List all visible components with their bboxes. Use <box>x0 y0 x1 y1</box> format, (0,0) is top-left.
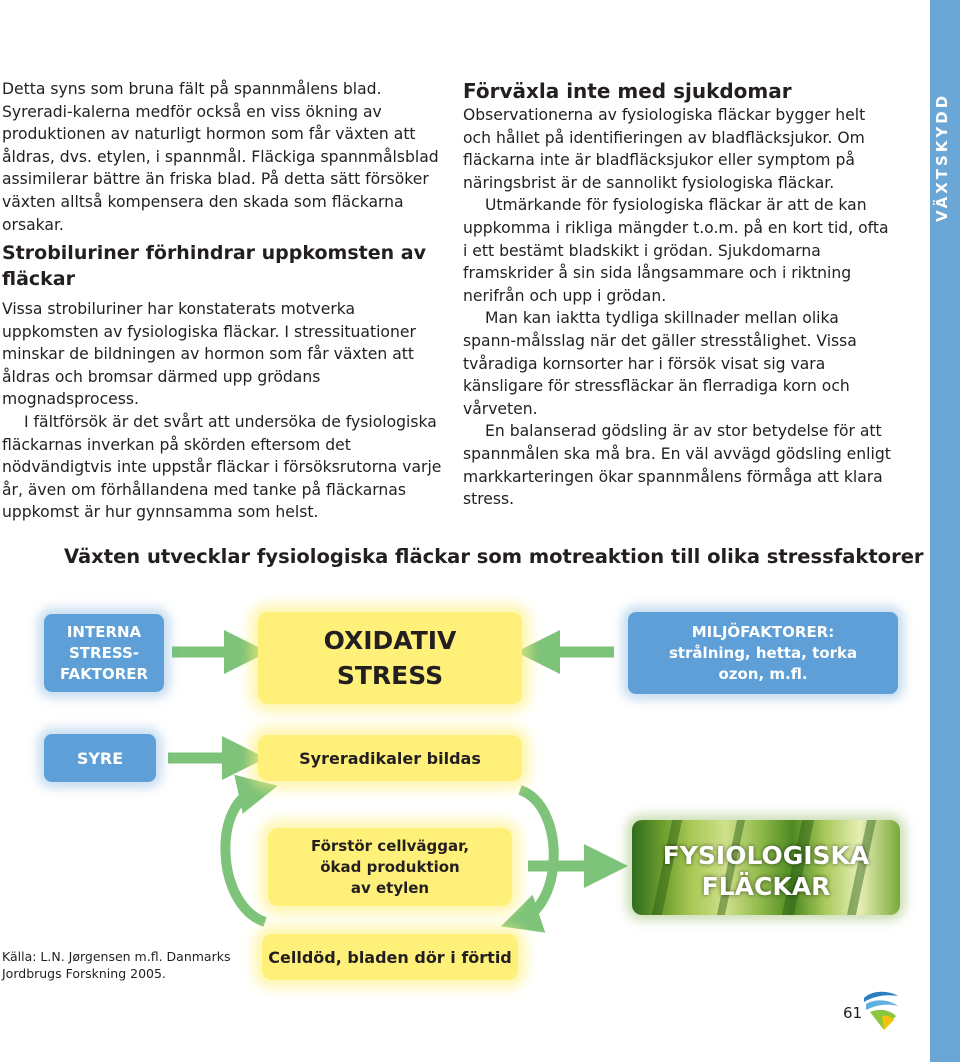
right-paragraph-3: Man kan iaktta tydliga skillnader mellan olika spann-målsslag när det gäller stresstålighet. Vissa tvåradiga kornsorter har i försök visat sig vara känsligare för stressfläckar än flerradiga korn och vårveten. <box>463 309 857 418</box>
page-number: 61 <box>843 1004 863 1022</box>
oxygen-box <box>44 734 156 782</box>
internal-line-2: STRESS- <box>69 643 139 662</box>
intro-paragraph: Detta syns som bruna fält på spannmålens blad. Syreradi-kalerna medför också en viss ökning av produktionen av naturligt hormon som får växten att åldras, dvs. etylen, i spannmål. Fläckiga spannmålsblad assimilerar bättre än friska blad. På detta sätt försöker växten alltså kompensera den skada som fläckarna orsakar. <box>2 80 439 234</box>
physiological-spots-label <box>632 840 900 902</box>
env-line-2: strålning, hetta, torka <box>668 643 858 662</box>
right-paragraph-2: Utmärkande för fysiologiska fläckar är att de kan uppkomma i rikliga mängder t.o.m. på en kort tid, ofta i ett bestämt bladskikt i grödan. Sjukdomarna framskrider å sin sida långsammare och i riktning nerifrån och upp i grödan. <box>463 196 889 305</box>
radicals-box <box>258 735 522 781</box>
right-section-heading: Förväxla inte med sjukdomar <box>463 79 792 103</box>
sidebar-label: VÄXTSKYDD <box>933 92 951 222</box>
cellwall-line-3: av etylen <box>350 878 430 897</box>
env-line-1: MILJÖFAKTORER: <box>691 622 835 641</box>
cellwall-line-2: ökad produktion <box>320 857 460 876</box>
celldeath-label: Celldöd, bladen dör i förtid <box>268 947 512 967</box>
left-paragraph-1: Vissa strobiluriner har konstaterats motverka uppkomsten av fysiologiska fläckar. I stressituationer minskar de bildningen av hormon som får växten att åldras och bromsar därmed upp grödans mognadsprocess. <box>2 300 416 409</box>
internal-line-3: FAKTORER <box>59 664 149 683</box>
source-note <box>2 948 242 982</box>
spots-line-2: FLÄCKAR <box>701 872 831 901</box>
left-paragraph-2: I fältförsök är det svårt att undersöka de fysiologiska fläckarnas inverkan på skörden eftersom det nödvändigtvis inte uppstår fläckar i försöksrutorna varje år, även om förhållandena med tanke på fläckarnas uppkomst är hur gynnsamma som helst. <box>2 412 442 522</box>
right-paragraph-4: En balanserad gödsling är av stor betydelse för att spannmålen ska må bra. En väl avvägd gödsling enligt markkarteringen ökar spannmålens förmåga att klara stress. <box>463 422 891 509</box>
oxidative-stress-box <box>258 612 522 704</box>
cellwall-line-1: Förstör cellväggar, <box>310 836 470 855</box>
arrow-cycle-left <box>225 790 265 922</box>
internal-line-1: INTERNA <box>66 622 142 641</box>
environmental-factors-box <box>628 612 898 694</box>
arrow-cycle-right <box>520 790 554 920</box>
oxidative-line-2: STRESS <box>336 661 444 690</box>
source-line-2: Jordbrugs Forskning 2005. <box>2 966 166 981</box>
env-line-3: ozon, m.fl. <box>718 664 808 683</box>
celldeath-box <box>262 934 518 980</box>
oxidative-line-1: OXIDATIV <box>323 626 457 655</box>
spots-line-1: FYSIOLOGISKA <box>662 841 870 870</box>
left-section-heading: Strobiluriner förhindrar uppkomsten av fläckar <box>2 242 426 290</box>
cellwall-box <box>268 828 512 906</box>
internal-stress-factors-box <box>44 614 164 692</box>
publisher-logo-icon <box>862 988 902 1032</box>
diagram-title: Växten utvecklar fysiologiska fläckar som motreaktion till olika stressfaktorer <box>64 545 924 568</box>
radicals-label: Syreradikaler bildas <box>299 748 481 768</box>
oxygen-label: SYRE <box>76 748 124 768</box>
source-line-1: Källa: L.N. Jørgensen m.fl. Danmarks <box>2 949 231 964</box>
right-paragraph-1: Observationerna av fysiologiska fläckar bygger helt och hållet på identifieringen av bladfläcksjukor. Om fläckarna inte är bladfläcksjukor eller symptom på näringsbrist är de sannolikt fysiologiska fläckar. <box>463 106 866 192</box>
